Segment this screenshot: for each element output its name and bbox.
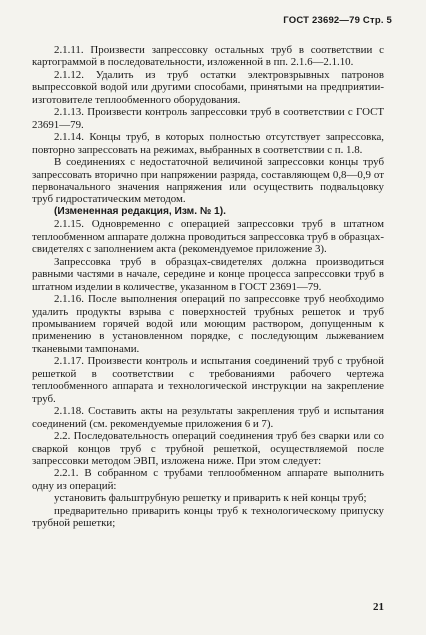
paragraph: установить фальштрубную решетку и приварить к ней концы труб; bbox=[54, 492, 367, 505]
paragraph: 2.1.17. Произвести контроль и испытания соединений труб с трубной решеткой в соответствии с требованиями рабочего чертежа теплообменного аппарата и технологической инструкции на закрепление труб. bbox=[32, 355, 384, 405]
paragraph: 2.2.1. В собранном с трубами теплообменном аппарате выполнить одну из операций: bbox=[32, 467, 384, 492]
paragraph: 2.1.15. Одновременно с операцией запрессовки труб в штатном теплообменном аппарате должна проводиться запрессовка труб в образцах-свидетелях с заполнением акта (рекомендуемое приложение 3). bbox=[32, 218, 384, 256]
paragraph: 2.1.18. Составить акты на результаты закрепления труб и испытания соединений (см. рекомендуемые приложения 6 и 7). bbox=[32, 405, 384, 430]
page-number: 21 bbox=[373, 601, 384, 613]
amendment-note: (Измененная редакция, Изм. № 1). bbox=[54, 205, 226, 217]
paragraph: 2.1.13. Произвести контроль запрессовки труб в соответствии с ГОСТ 23691—79. bbox=[32, 106, 384, 131]
paragraph: предварительно приварить концы труб к технологическому припуску трубной решетки; bbox=[32, 504, 384, 530]
paragraph: 2.1.16. После выполнения операций по запрессовке труб необходимо удалить продукты взрыва с поверхностей трубных решеток и труб промыванием горячей водой или моющим раствором, допущенным к применению в установленном порядке, с последующим лыжеванием тканевыми тампонами. bbox=[32, 293, 384, 355]
paragraph: В соединениях с недостаточной величиной запрессовки концы труб запрессовать вторично при напряжении разряда, составляющем 0,8—0,9 от первоначального значения напряжения или осуществить подвальцовку труб гидростатическим методом. bbox=[32, 156, 384, 206]
paragraph: 2.1.12. Удалить из труб остатки электровзрывных патронов выпрессовкой водой или другими способами, принятыми на предприятии-изготовителе теплообменного оборудования. bbox=[32, 68, 384, 106]
paragraph: Запрессовка труб в образцах-свидетелях должна производиться равными частями в начале, середине и конце процесса запрессовки труб в штатном изделии в количестве, указанном в ГОСТ 23691—79. bbox=[32, 255, 384, 293]
page-header: ГОСТ 23692—79 Стр. 5 bbox=[283, 15, 392, 26]
document-body bbox=[32, 44, 384, 530]
paragraph: 2.1.11. Произвести запрессовку остальных труб в соответствии с картограммой в последовательности, изложенной в пп. 2.1.6—2.1.10. bbox=[32, 44, 384, 69]
paragraph: 2.2. Последовательность операций соединения труб без сварки или со сваркой концов труб с трубной решеткой, осуществляемой после запрессовки методом ЭВП, изложена ниже. При этом следует: bbox=[32, 430, 384, 467]
paragraph: 2.1.14. Концы труб, в которых полностью отсутствует запрессовка, повторно запрессовать на режимах, выбранных в соответствии с п. 1.8. bbox=[32, 131, 384, 156]
